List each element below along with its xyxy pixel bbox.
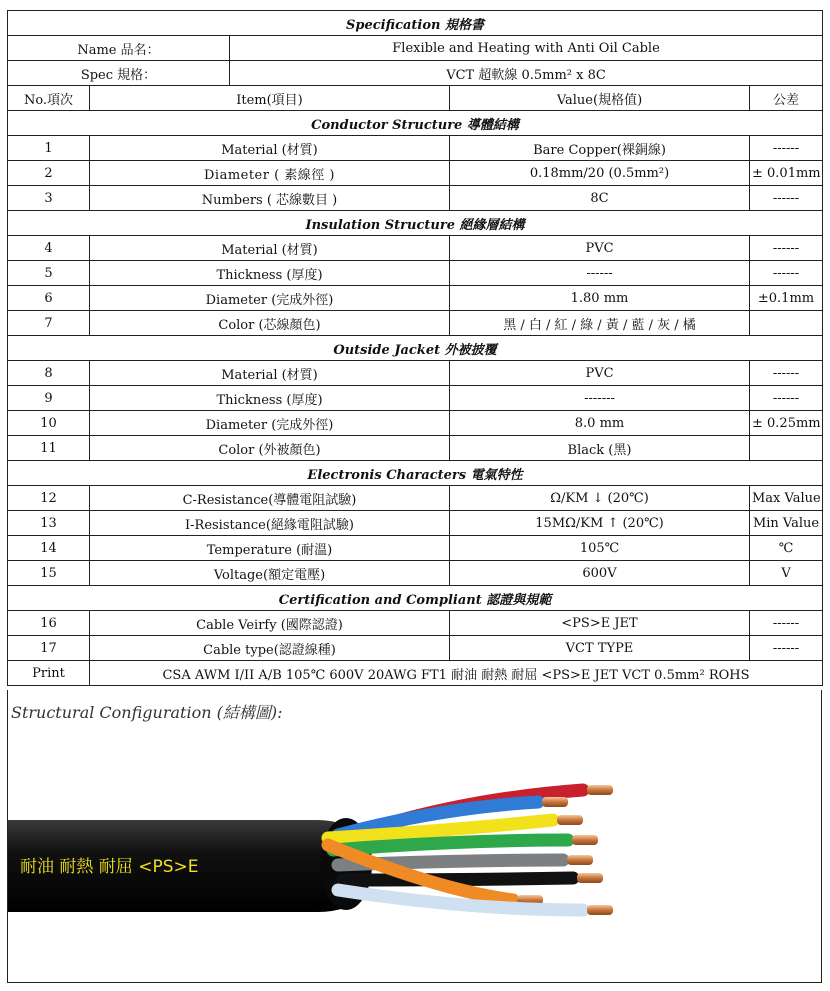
table-row: [8, 411, 823, 436]
section-jacket: Outside Jacket 外被披覆: [8, 336, 823, 361]
section-certification: Certification and Compliant 認證與規範: [8, 586, 823, 611]
row-tolerance: Min Value: [750, 511, 823, 536]
row-value: -------: [450, 386, 750, 411]
row-item: C-Resistance(導體電阻試驗): [90, 486, 450, 511]
document-title: Specification 規格書: [8, 11, 823, 36]
cable-print-text: 耐油 耐熱 耐屈 <PS>E: [20, 857, 199, 877]
row-value: 1.80 mm: [450, 286, 750, 311]
spec-table: [7, 10, 823, 686]
row-no: 6: [8, 286, 90, 311]
row-value: PVC: [450, 361, 750, 386]
core-wires: [328, 785, 613, 915]
section-row: [8, 336, 823, 361]
table-row: [8, 136, 823, 161]
row-tolerance: ℃: [750, 536, 823, 561]
row-tolerance: ------: [750, 136, 823, 161]
row-value: 0.18mm/20 (0.5mm²): [450, 161, 750, 186]
section-conductor: Conductor Structure 導體結構: [8, 111, 823, 136]
section-row: [8, 586, 823, 611]
print-row: [8, 661, 823, 686]
table-row: [8, 561, 823, 586]
core-wire: [333, 840, 568, 850]
copper-conductor: [587, 905, 613, 915]
row-item: I-Resistance(絕緣電阻試驗): [90, 511, 450, 536]
table-row: [8, 286, 823, 311]
row-tolerance: ±0.1mm: [750, 286, 823, 311]
row-value: 8.0 mm: [450, 411, 750, 436]
section-row: [8, 211, 823, 236]
copper-conductor: [542, 797, 568, 807]
row-item: Color (芯線顏色): [90, 311, 450, 336]
row-tolerance: [750, 436, 823, 461]
table-row: [8, 436, 823, 461]
row-tolerance: ------: [750, 611, 823, 636]
row-value: 黑 / 白 / 紅 / 綠 / 黃 / 藍 / 灰 / 橘: [450, 311, 750, 336]
row-tolerance: ------: [750, 236, 823, 261]
name-label: Name 品名：: [8, 36, 230, 61]
row-item: Thickness (厚度): [90, 386, 450, 411]
structural-diagram: [7, 690, 822, 983]
row-value: Black (黑): [450, 436, 750, 461]
row-tolerance: ± 0.25mm: [750, 411, 823, 436]
specification-sheet: [7, 10, 822, 686]
copper-conductor: [557, 815, 583, 825]
copper-conductor: [587, 785, 613, 795]
row-tolerance: Max Value: [750, 486, 823, 511]
row-no: 12: [8, 486, 90, 511]
table-row: [8, 361, 823, 386]
section-row: [8, 111, 823, 136]
row-tolerance: ------: [750, 261, 823, 286]
print-value: CSA AWM I/II A/B 105℃ 600V 20AWG FT1 耐油 耐熱 耐屈 <PS>E JET VCT 0.5mm² ROHS: [90, 661, 823, 686]
row-item: Color (外被顏色): [90, 436, 450, 461]
row-tolerance: V: [750, 561, 823, 586]
table-row: [8, 236, 823, 261]
row-tolerance: ± 0.01mm: [750, 161, 823, 186]
table-row: [8, 161, 823, 186]
row-no: 2: [8, 161, 90, 186]
table-row: [8, 311, 823, 336]
row-item: Material (材質): [90, 236, 450, 261]
row-no: 14: [8, 536, 90, 561]
row-value: 8C: [450, 186, 750, 211]
header-row: [8, 86, 823, 111]
row-item: Temperature (耐溫): [90, 536, 450, 561]
row-value: 15MΩ/KM ↑ (20℃): [450, 511, 750, 536]
table-row: [8, 511, 823, 536]
row-tolerance: ------: [750, 386, 823, 411]
row-value: 105℃: [450, 536, 750, 561]
row-no: 16: [8, 611, 90, 636]
row-value: <PS>E JET: [450, 611, 750, 636]
copper-conductor: [572, 835, 598, 845]
row-value: Ω/KM ↓ (20℃): [450, 486, 750, 511]
row-no: 4: [8, 236, 90, 261]
row-no: 9: [8, 386, 90, 411]
row-no: 3: [8, 186, 90, 211]
cable-illustration: [8, 690, 821, 982]
row-no: 1: [8, 136, 90, 161]
row-item: Thickness (厚度): [90, 261, 450, 286]
row-item: Cable Veirfy (國際認證): [90, 611, 450, 636]
core-wire: [343, 878, 573, 880]
row-item: Voltage(額定電壓): [90, 561, 450, 586]
header-item: Item(項目): [90, 86, 450, 111]
table-row: [8, 636, 823, 661]
row-value: PVC: [450, 236, 750, 261]
row-item: Diameter ( 素線徑 ): [90, 161, 450, 186]
spec-row: [8, 61, 823, 86]
row-item: Diameter (完成外徑): [90, 411, 450, 436]
header-tolerance: 公差: [750, 86, 823, 111]
table-row: [8, 486, 823, 511]
row-value: VCT TYPE: [450, 636, 750, 661]
row-item: Diameter (完成外徑): [90, 286, 450, 311]
section-insulation: Insulation Structure 絕緣層結構: [8, 211, 823, 236]
row-no: 5: [8, 261, 90, 286]
diagram-title: Structural Configuration (結構圖):: [11, 703, 283, 722]
name-row: [8, 36, 823, 61]
table-row: [8, 611, 823, 636]
table-row: [8, 261, 823, 286]
table-row: [8, 536, 823, 561]
print-label: Print: [8, 661, 90, 686]
row-item: Cable type(認證線種): [90, 636, 450, 661]
row-value: ------: [450, 261, 750, 286]
row-item: Material (材質): [90, 361, 450, 386]
header-value: Value(規格值): [450, 86, 750, 111]
row-no: 17: [8, 636, 90, 661]
section-row: [8, 461, 823, 486]
spec-value: VCT 超軟線 0.5mm² x 8C: [230, 61, 823, 86]
row-item: Numbers ( 芯線數目 ): [90, 186, 450, 211]
row-value: 600V: [450, 561, 750, 586]
row-tolerance: [750, 311, 823, 336]
row-no: 7: [8, 311, 90, 336]
row-no: 11: [8, 436, 90, 461]
row-tolerance: ------: [750, 186, 823, 211]
row-value: Bare Copper(裸銅線): [450, 136, 750, 161]
table-row: [8, 186, 823, 211]
row-tolerance: ------: [750, 361, 823, 386]
spec-label: Spec 規格：: [8, 61, 230, 86]
name-value: Flexible and Heating with Anti Oil Cable: [230, 36, 823, 61]
table-row: [8, 386, 823, 411]
row-no: 8: [8, 361, 90, 386]
row-item: Material (材質): [90, 136, 450, 161]
row-tolerance: ------: [750, 636, 823, 661]
title-row: [8, 11, 823, 36]
row-no: 10: [8, 411, 90, 436]
copper-conductor: [567, 855, 593, 865]
row-no: 13: [8, 511, 90, 536]
section-electronic: Electronis Characters 電氣特性: [8, 461, 823, 486]
row-no: 15: [8, 561, 90, 586]
copper-conductor: [577, 873, 603, 883]
header-no: No.項次: [8, 86, 90, 111]
